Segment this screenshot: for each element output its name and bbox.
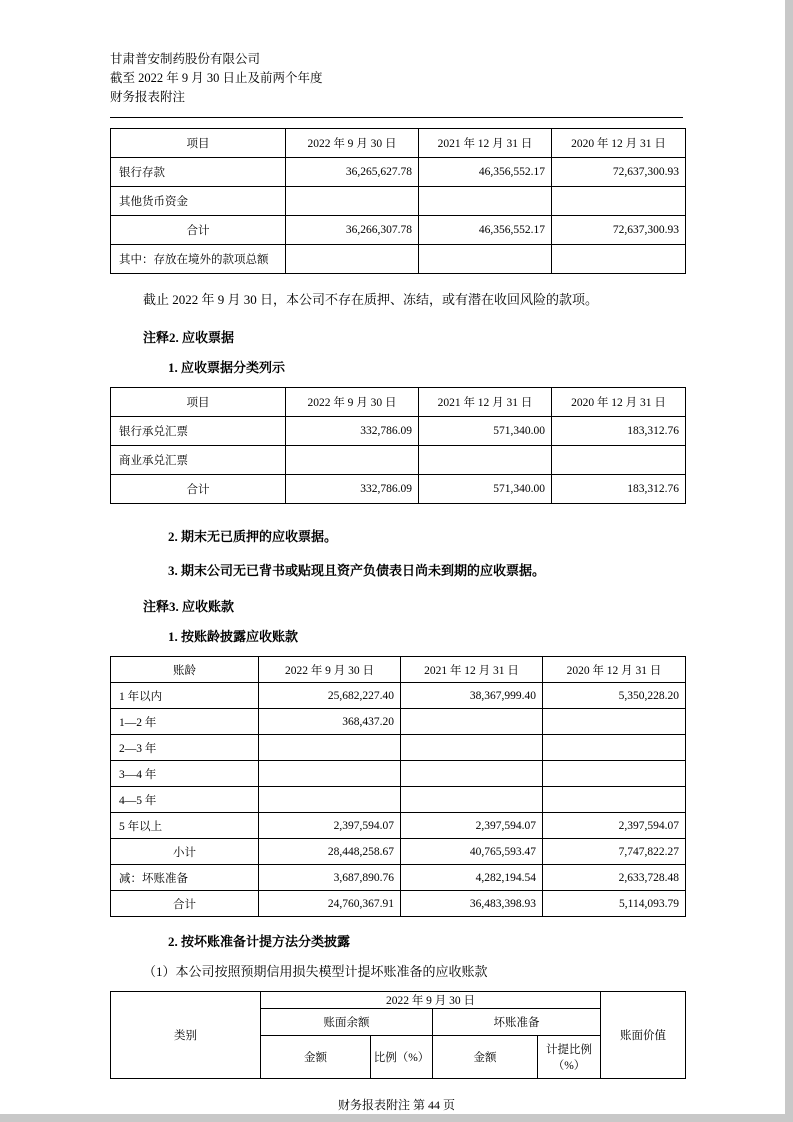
table-row — [111, 245, 686, 274]
company-name: 甘肃普安制药股份有限公司 — [110, 52, 261, 66]
note3-item2: 2. 按坏账准备计提方法分类披露 — [168, 934, 351, 949]
value-cell — [419, 245, 552, 274]
pledge-note-paragraph: 截止 2022 年 9 月 30 日，本公司不存在质押、冻结，或有潜在收回风险的款项。 — [143, 292, 599, 307]
value-cell — [259, 735, 401, 761]
report-period: 截至 2022 年 9 月 30 日止及前两个年度 — [110, 71, 323, 85]
table-row — [111, 683, 686, 709]
value-cell: 25,682,227.40 — [259, 683, 401, 709]
value-cell — [552, 187, 686, 216]
aging-table — [110, 656, 686, 917]
table-row — [111, 216, 686, 245]
table-header-row — [111, 129, 686, 158]
header-cell: 项目 — [111, 388, 286, 417]
value-cell: 183,312.76 — [552, 475, 686, 504]
note2-heading: 注释2. 应收票据 — [143, 330, 235, 345]
value-cell: 332,786.09 — [286, 475, 419, 504]
label-cell: 5 年以上 — [111, 813, 259, 839]
header-divider — [110, 117, 683, 118]
bills-table — [110, 387, 686, 504]
label-cell: 合计 — [111, 216, 286, 245]
label-cell: 合计 — [111, 891, 259, 917]
header-cell: 2020 年 12 月 31 日 — [552, 129, 686, 158]
table-header-row — [111, 657, 686, 683]
table-row — [111, 709, 686, 735]
value-cell: 72,637,300.93 — [552, 216, 686, 245]
header-cell: 2021 年 12 月 31 日 — [419, 388, 552, 417]
value-cell: 38,367,999.40 — [401, 683, 543, 709]
value-cell — [543, 709, 686, 735]
table-row — [111, 813, 686, 839]
value-cell: 4,282,194.54 — [401, 865, 543, 891]
value-cell — [401, 761, 543, 787]
value-cell: 332,786.09 — [286, 417, 419, 446]
table-row — [111, 839, 686, 865]
header-cell-ratio: 比例（%） — [371, 1036, 433, 1079]
table-row — [111, 158, 686, 187]
note3-heading: 注释3. 应收账款 — [143, 599, 235, 614]
value-cell: 36,266,307.78 — [286, 216, 419, 245]
value-cell: 36,265,627.78 — [286, 158, 419, 187]
label-cell: 商业承兑汇票 — [111, 446, 286, 475]
header-cell-amount: 金额 — [433, 1036, 538, 1079]
value-cell: 2,397,594.07 — [259, 813, 401, 839]
header-cell-date: 2022 年 9 月 30 日 — [261, 992, 601, 1009]
document-header — [110, 50, 683, 107]
header-cell: 2020 年 12 月 31 日 — [543, 657, 686, 683]
header-cell: 2021 年 12 月 31 日 — [401, 657, 543, 683]
value-cell: 40,765,593.47 — [401, 839, 543, 865]
label-cell: 减：坏账准备 — [111, 865, 259, 891]
value-cell — [286, 245, 419, 274]
value-cell: 46,356,552.17 — [419, 216, 552, 245]
label-cell: 银行承兑汇票 — [111, 417, 286, 446]
value-cell: 2,633,728.48 — [543, 865, 686, 891]
value-cell: 3,687,890.76 — [259, 865, 401, 891]
value-cell: 28,448,258.67 — [259, 839, 401, 865]
value-cell: 2,397,594.07 — [401, 813, 543, 839]
value-cell — [286, 446, 419, 475]
value-cell — [401, 787, 543, 813]
note2-item2: 2. 期末无已质押的应收票据。 — [168, 529, 338, 544]
value-cell — [543, 787, 686, 813]
table-row — [111, 787, 686, 813]
table-header-row — [111, 388, 686, 417]
header-cell-book-value: 账面价值 — [601, 992, 686, 1079]
value-cell: 72,637,300.93 — [552, 158, 686, 187]
label-cell: 其他货币资金 — [111, 187, 286, 216]
table-row — [111, 761, 686, 787]
label-cell: 3—4 年 — [111, 761, 259, 787]
table-row — [111, 187, 686, 216]
label-cell: 4—5 年 — [111, 787, 259, 813]
header-cell: 2022 年 9 月 30 日 — [259, 657, 401, 683]
value-cell — [259, 761, 401, 787]
page-footer: 财务报表附注 第 44 页 — [337, 1098, 455, 1112]
value-cell: 183,312.76 — [552, 417, 686, 446]
header-cell-amount: 金额 — [261, 1036, 371, 1079]
value-cell — [286, 187, 419, 216]
value-cell — [401, 735, 543, 761]
label-cell: 2—3 年 — [111, 735, 259, 761]
value-cell — [552, 245, 686, 274]
table-row — [111, 446, 686, 475]
value-cell — [259, 787, 401, 813]
value-cell: 2,397,594.07 — [543, 813, 686, 839]
value-cell: 36,483,398.93 — [401, 891, 543, 917]
note3-sub1: （1）本公司按照预期信用损失模型计提坏账准备的应收账款 — [143, 964, 488, 979]
header-cell-bad-debt: 坏账准备 — [433, 1009, 601, 1036]
value-cell — [552, 446, 686, 475]
table-row — [111, 735, 686, 761]
table-row — [111, 891, 686, 917]
note3-item1: 1. 按账龄披露应收账款 — [168, 629, 299, 644]
header-cell: 2022 年 9 月 30 日 — [286, 129, 419, 158]
value-cell: 368,437.20 — [259, 709, 401, 735]
value-cell: 5,350,228.20 — [543, 683, 686, 709]
label-cell: 1—2 年 — [111, 709, 259, 735]
value-cell — [543, 735, 686, 761]
document-title: 财务报表附注 — [110, 90, 186, 104]
label-cell: 小计 — [111, 839, 259, 865]
label-cell: 银行存款 — [111, 158, 286, 187]
value-cell: 5,114,093.79 — [543, 891, 686, 917]
label-cell: 其中：存放在境外的款项总额 — [111, 245, 286, 274]
value-cell: 7,747,822.27 — [543, 839, 686, 865]
header-cell: 项目 — [111, 129, 286, 158]
provision-table — [110, 991, 686, 1079]
value-cell — [543, 761, 686, 787]
value-cell — [401, 709, 543, 735]
table-header-row — [111, 992, 686, 1009]
header-cell-category: 类别 — [111, 992, 261, 1079]
note2-item1: 1. 应收票据分类列示 — [168, 360, 286, 375]
header-cell: 2021 年 12 月 31 日 — [419, 129, 552, 158]
cash-table — [110, 128, 686, 274]
header-cell-book-balance: 账面余额 — [261, 1009, 433, 1036]
table-row — [111, 865, 686, 891]
value-cell: 46,356,552.17 — [419, 158, 552, 187]
value-cell: 24,760,367.91 — [259, 891, 401, 917]
label-cell: 1 年以内 — [111, 683, 259, 709]
header-cell: 账龄 — [111, 657, 259, 683]
value-cell: 571,340.00 — [419, 417, 552, 446]
value-cell — [419, 446, 552, 475]
header-cell: 2020 年 12 月 31 日 — [552, 388, 686, 417]
header-cell: 2022 年 9 月 30 日 — [286, 388, 419, 417]
value-cell — [419, 187, 552, 216]
table-row — [111, 475, 686, 504]
label-cell: 合计 — [111, 475, 286, 504]
table-row — [111, 417, 686, 446]
note2-item3: 3. 期末公司无已背书或贴现且资产负债表日尚未到期的应收票据。 — [168, 563, 546, 578]
header-cell-provision-ratio: 计提比例（%） — [538, 1036, 601, 1079]
value-cell: 571,340.00 — [419, 475, 552, 504]
